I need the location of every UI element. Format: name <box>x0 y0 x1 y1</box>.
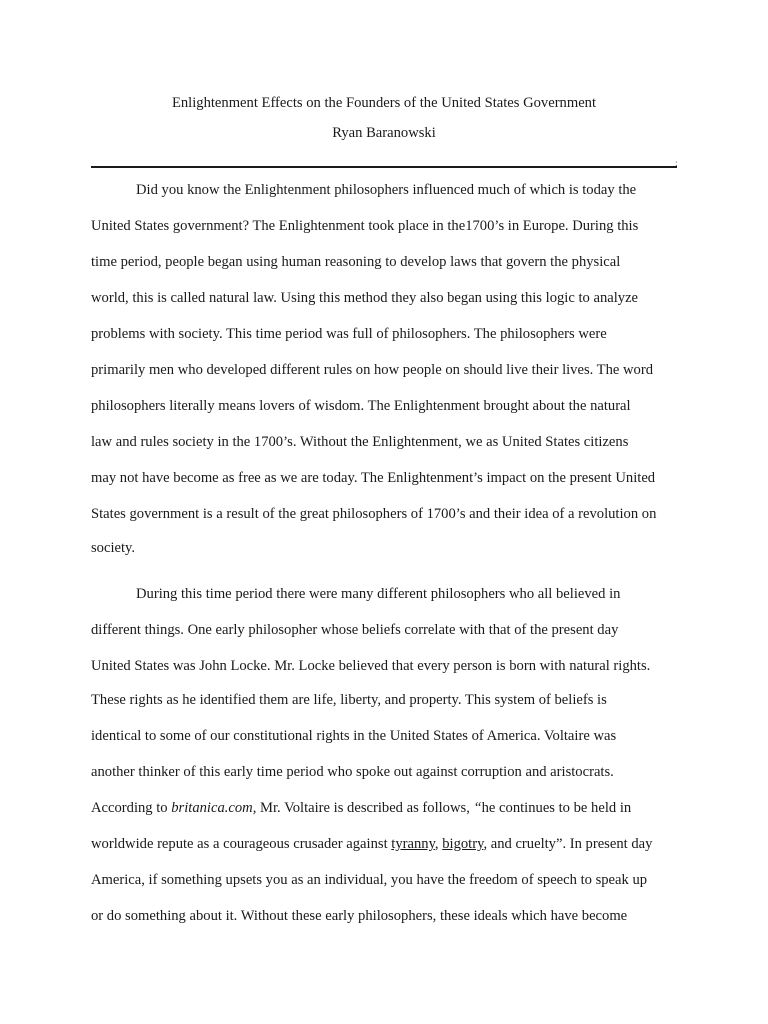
paragraph-1-line-9: may not have become as free as we are today. The Enlightenment’s impact on the present United <box>91 470 656 486</box>
divider-mark: : <box>675 158 678 168</box>
paragraph-2-line-8 <box>91 834 681 854</box>
title-divider <box>91 166 677 168</box>
paragraph-2-line-6: another thinker of this early time period who spoke out against corruption and aristocrats. <box>91 764 614 780</box>
bigotry-link[interactable]: bigotry <box>442 836 484 852</box>
paragraph-2-line-7 <box>91 798 681 818</box>
paragraph-1-line-8: law and rules society in the 1700’s. Without the Enlightenment, we as United States citizens <box>91 434 629 450</box>
paragraph-2-line-3: United States was John Locke. Mr. Locke believed that every person is born with natural rights. <box>91 658 651 674</box>
paragraph-1-line-6: primarily men who developed different rules on how people on should live their lives. The word <box>91 362 654 378</box>
paragraph-1-line-1: Did you know the Enlightenment philosophers influenced much of which is today the <box>136 182 637 198</box>
document-title: Enlightenment Effects on the Founders of the United States Government <box>171 95 597 111</box>
paragraph-1-line-2: United States government? The Enlightenment took place in the1700’s in Europe. During this <box>91 218 639 234</box>
tyranny-link[interactable]: tyranny <box>391 836 435 852</box>
paragraph-2-line-5: identical to some of our constitutional rights in the United States of America. Voltaire was <box>91 728 617 744</box>
line-text: Mr. Voltaire is described as follows, <box>256 800 474 816</box>
line-text: , <box>434 836 443 852</box>
paragraph-2-line-4: These rights as he identified them are life, liberty, and property. This system of beliefs is <box>91 692 607 708</box>
paragraph-1-line-7: philosophers literally means lovers of wisdom. The Enlightenment brought about the natural <box>91 398 631 414</box>
paragraph-2-line-1: During this time period there were many different philosophers who all believed in <box>136 586 621 602</box>
paragraph-2-line-10: or do something about it. Without these early philosophers, these ideals which have become <box>91 908 628 924</box>
line-text: , and cruelty”. In present day <box>483 836 653 852</box>
paragraph-2-line-2: different things. One early philosopher whose beliefs correlate with that of the present day <box>91 622 619 638</box>
source-citation: britanica.com, <box>171 800 257 816</box>
paragraph-1-line-3: time period, people began using human reasoning to develop laws that govern the physical <box>91 254 621 270</box>
quote-mark: “ <box>473 800 482 816</box>
paragraph-1-line-10: States government is a result of the great philosophers of 1700’s and their idea of a revolution on <box>91 506 657 522</box>
document-author: Ryan Baranowski <box>332 125 436 141</box>
paragraph-1-line-11: society. <box>91 540 136 556</box>
paragraph-1-line-4: world, this is called natural law. Using this method they also began using this logic to analyze <box>91 290 639 306</box>
line-text: According to <box>91 800 172 816</box>
paragraph-2-line-9: America, if something upsets you as an individual, you have the freedom of speech to speak up <box>91 872 648 888</box>
line-text: worldwide repute as a courageous crusader against <box>91 836 392 852</box>
paragraph-1-line-5: problems with society. This time period was full of philosophers. The philosophers were <box>91 326 607 342</box>
line-text: he continues to be held in <box>481 800 632 816</box>
